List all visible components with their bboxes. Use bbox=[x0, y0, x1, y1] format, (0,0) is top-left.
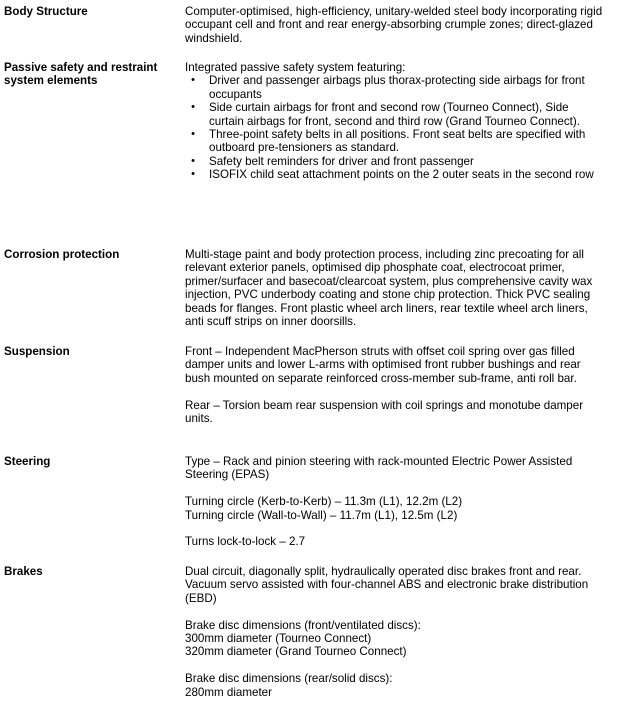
list-item bbox=[185, 101, 605, 128]
spec-paragraph: Brake disc dimensions (rear/solid discs): 280mm diameter bbox=[185, 672, 393, 699]
spec-label: Body Structure bbox=[4, 5, 88, 18]
spec-label: Steering bbox=[4, 455, 51, 468]
bullet-icon: • bbox=[191, 168, 195, 181]
spec-content bbox=[185, 455, 605, 549]
bullet-icon: • bbox=[191, 154, 195, 167]
spec-label: Suspension bbox=[4, 345, 70, 358]
spec-paragraph: Turns lock-to-lock – 2.7 bbox=[185, 535, 306, 549]
spec-content bbox=[185, 345, 605, 425]
spec-label: Brakes bbox=[4, 565, 43, 578]
list-item-text: Driver and passenger airbags plus thorax-protecting side airbags for front occupants bbox=[209, 74, 585, 101]
list-item-text: ISOFIX child seat attachment points on the 2 outer seats in the second row bbox=[209, 168, 594, 182]
spec-label: Corrosion protection bbox=[4, 248, 120, 261]
spec-intro: Integrated passive safety system featuring: bbox=[185, 61, 406, 74]
bullet-icon: • bbox=[191, 74, 195, 87]
spec-content bbox=[185, 565, 605, 699]
spec-paragraph: Front – Independent MacPherson struts with offset coil spring over gas filled damper units and lower L-arms with optimised front rubber bushings and rear bush mounted on separate reinforced cross-member sub-frame, anti roll bar. bbox=[185, 345, 581, 385]
bullet-list bbox=[185, 74, 605, 181]
spec-paragraph: Multi-stage paint and body protection process, including zinc precoating for all relevant exterior panels, optimised dip phosphate coat, electrocoat primer, primer/surfacer and basecoat/clearcoat system, plus comprehensive cavity wax injection, PVC underbody coating and stone chip protection. Thick PVC sealing beads for flanges. Front plastic wheel arch liners, rear textile wheel arch liners, anti scuff strips on inner doorsills. bbox=[185, 248, 593, 329]
spec-paragraph: Computer-optimised, high-efficiency, unitary-welded steel body incorporating rigid occupant cell and front and rear energy-absorbing crumple zones; direct-glazed windshield. bbox=[185, 5, 603, 45]
list-item bbox=[185, 168, 605, 181]
list-item-text: Three-point safety belts in all positions. Front seat belts are specified with outboard pre-tensioners as standard. bbox=[209, 128, 586, 155]
spec-paragraph: Rear – Torsion beam rear suspension with coil springs and monotube damper units. bbox=[185, 398, 584, 426]
bullet-icon: • bbox=[191, 101, 195, 114]
spec-content bbox=[185, 61, 605, 182]
list-item-text: Safety belt reminders for driver and front passenger bbox=[209, 154, 474, 168]
spec-paragraph: Type – Rack and pinion steering with rack-mounted Electric Power Assisted Steering (EPAS) bbox=[185, 455, 573, 482]
spec-paragraph: Brake disc dimensions (front/ventilated discs): 300mm diameter (Tourneo Connect) 320mm diameter (Grand Tourneo Connect) bbox=[185, 618, 421, 659]
spec-paragraph: Dual circuit, diagonally split, hydraulically operated disc brakes front and rear. Vacuum servo assisted with four-channel ABS and electronic brake distribution (EBD) bbox=[185, 565, 589, 605]
spec-content bbox=[185, 5, 605, 45]
list-item bbox=[185, 128, 605, 155]
list-item bbox=[185, 74, 605, 101]
bullet-icon: • bbox=[191, 128, 195, 141]
spec-content bbox=[185, 248, 605, 328]
spec-label: Passive safety and restraint system elements bbox=[4, 61, 158, 88]
list-item-text: Side curtain airbags for front and second row (Tourneo Connect), Side curtain airbags for front, second and third row (Grand Tourneo Connect). bbox=[209, 101, 580, 128]
spec-paragraph: Turning circle (Kerb-to-Kerb) – 11.3m (L1), 12.2m (L2) Turning circle (Wall-to-Wall) – 11.7m (L1), 12.5m (L2) bbox=[185, 495, 463, 522]
list-item bbox=[185, 155, 605, 168]
